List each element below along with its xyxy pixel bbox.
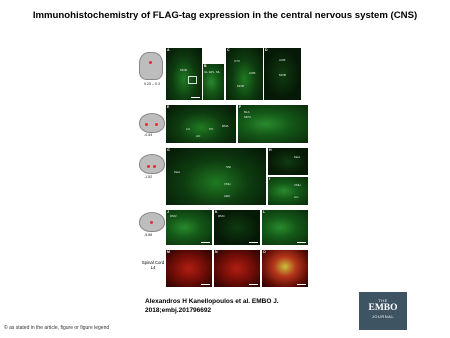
region-label: MPO bbox=[244, 115, 251, 119]
panel-i bbox=[268, 177, 308, 205]
schematic-caption: -5.88 bbox=[144, 233, 153, 237]
panel-letter: O bbox=[263, 250, 266, 254]
panel-g bbox=[166, 148, 266, 205]
figure-row-4 bbox=[140, 210, 310, 246]
panel-a bbox=[166, 48, 202, 100]
panel-letter: E bbox=[167, 105, 170, 109]
scale-bar bbox=[201, 284, 210, 285]
panel-letter: G bbox=[167, 148, 170, 152]
panel-letter: H bbox=[269, 148, 272, 152]
region-label: MOB bbox=[180, 68, 187, 72]
panel-f bbox=[238, 105, 308, 143]
panel-letter: A bbox=[167, 48, 170, 52]
region-label: BLA bbox=[244, 110, 250, 114]
panel-e bbox=[166, 105, 236, 143]
panel-c bbox=[226, 48, 263, 100]
figure-row-1 bbox=[140, 40, 310, 100]
panel-letter: C bbox=[227, 48, 230, 52]
region-label: LO bbox=[186, 127, 191, 131]
region-label: MOB bbox=[279, 73, 286, 77]
spinal-cord-label: Spinal Cord L4 bbox=[141, 260, 165, 270]
schematic-caption: -1.52 bbox=[144, 175, 153, 179]
region-label: ARC bbox=[224, 194, 231, 198]
region-label: Arc bbox=[294, 195, 299, 199]
region-label: MeA bbox=[294, 155, 301, 159]
panel-letter: J bbox=[167, 210, 169, 214]
region-label: ML bbox=[216, 70, 221, 74]
embo-journal-logo bbox=[359, 292, 407, 330]
region-label: AO bbox=[196, 134, 201, 138]
logo-line-3: JOURNAL bbox=[371, 314, 395, 319]
region-label: MeA bbox=[174, 170, 181, 174]
region-label: AOB bbox=[279, 58, 286, 62]
scale-bar bbox=[249, 242, 258, 243]
brain-schematic-coronal bbox=[139, 154, 165, 174]
figure-row-5 bbox=[140, 250, 310, 288]
inset-box bbox=[188, 76, 197, 84]
region-label: EPL bbox=[209, 70, 215, 74]
brain-schematic-coronal bbox=[139, 113, 165, 133]
citation-line-2: 2018;embj.201796692 bbox=[145, 307, 212, 314]
schematic-caption: 0.25 – 0.3 bbox=[144, 82, 160, 86]
region-label: PO bbox=[209, 127, 214, 131]
brain-schematic-coronal bbox=[139, 212, 165, 232]
panel-n bbox=[214, 250, 260, 287]
region-label: SNI bbox=[226, 165, 232, 169]
region-label: CTX bbox=[234, 59, 240, 63]
panel-letter: M bbox=[167, 250, 170, 254]
scale-bar bbox=[249, 284, 258, 285]
panel-m bbox=[166, 250, 212, 287]
figure-title: Immunohistochemistry of FLAG-tag expression in the central nervous system (CNS) bbox=[32, 10, 418, 21]
logo-line-1: THE bbox=[378, 298, 388, 303]
panel-o bbox=[262, 250, 308, 287]
panel-l bbox=[262, 210, 308, 245]
scale-bar bbox=[297, 284, 306, 285]
region-label: VMH bbox=[224, 182, 231, 186]
citation-line-1: Alexandros H Kanellopoulos et al. EMBO J. bbox=[145, 298, 279, 305]
panel-k bbox=[214, 210, 260, 245]
region-label: VMH bbox=[294, 183, 301, 187]
panel-letter: K bbox=[215, 210, 218, 214]
panel-letter: D bbox=[265, 48, 268, 52]
panel-letter: I bbox=[269, 177, 270, 181]
citation bbox=[145, 297, 279, 315]
region-label: BMA bbox=[222, 124, 229, 128]
panel-h bbox=[268, 148, 308, 175]
credit-line: © as stated in the article, figure or figure legend bbox=[4, 325, 110, 331]
figure-row-3 bbox=[140, 148, 310, 206]
region-label: DNR bbox=[170, 214, 177, 218]
scale-bar bbox=[297, 242, 306, 243]
brain-schematic-sagittal bbox=[139, 52, 163, 80]
scale-bar bbox=[191, 97, 200, 98]
panel-letter: L bbox=[263, 210, 266, 214]
region-label: GL bbox=[204, 70, 209, 74]
figure-row-2 bbox=[140, 105, 310, 145]
region-label: MOB bbox=[237, 84, 244, 88]
region-label: AOB bbox=[249, 71, 256, 75]
figure-panels bbox=[140, 40, 310, 328]
panel-j bbox=[166, 210, 212, 245]
panel-letter: B bbox=[204, 64, 207, 68]
scale-bar bbox=[201, 242, 210, 243]
panel-letter: N bbox=[215, 250, 218, 254]
panel-b bbox=[203, 64, 224, 100]
schematic-caption: -0.54 bbox=[144, 133, 153, 137]
region-label: RMC bbox=[218, 214, 225, 218]
panel-letter: F bbox=[239, 105, 242, 109]
panel-d bbox=[264, 48, 301, 100]
logo-line-2: EMBO bbox=[368, 303, 398, 313]
